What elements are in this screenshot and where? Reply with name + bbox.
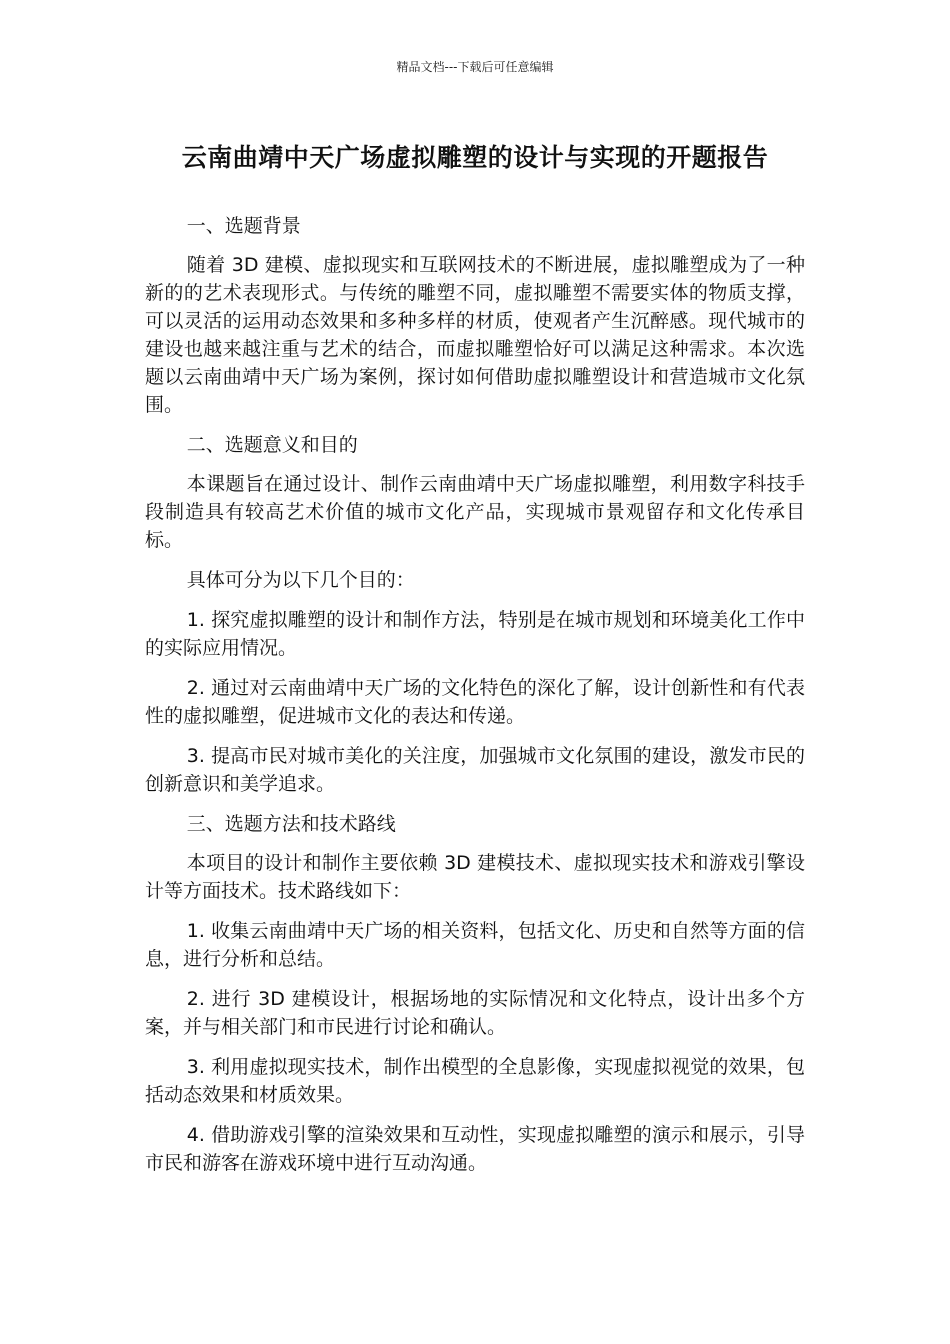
list-item: 3. 提高市民对城市美化的关注度，加强城市文化氛围的建设，激发市民的创新意识和美学追求。	[145, 745, 805, 795]
list-item: 2. 通过对云南曲靖中天广场的文化特色的深化了解，设计创新性和有代表性的虚拟雕塑，促进城市文化的表达和传递。	[145, 677, 805, 727]
paragraph: 本项目的设计和制作主要依赖 3D 建模技术、虚拟现实技术和游戏引擎设计等方面技术。技术路线如下：	[145, 852, 805, 902]
section-heading-background: 一、选题背景	[186, 215, 301, 237]
header-note: 精品文档---下载后可任意编辑	[396, 60, 554, 74]
paragraph: 本课题旨在通过设计、制作云南曲靖中天广场虚拟雕塑，利用数字科技手段制造具有较高艺术价值的城市文化产品，实现城市景观留存和文化传承目标。	[145, 473, 805, 551]
list-item: 1. 收集云南曲靖中天广场的相关资料，包括文化、历史和自然等方面的信息，进行分析和总结。	[145, 920, 805, 970]
list-item: 3. 利用虚拟现实技术，制作出模型的全息影像，实现虚拟视觉的效果，包括动态效果和材质效果。	[145, 1056, 805, 1106]
list-item: 2. 进行 3D 建模设计，根据场地的实际情况和文化特点，设计出多个方案，并与相关部门和市民进行讨论和确认。	[145, 988, 805, 1038]
list-item: 4. 借助游戏引擎的渲染效果和互动性，实现虚拟雕塑的演示和展示，引导市民和游客在游戏环境中进行互动沟通。	[145, 1124, 805, 1174]
section-heading-methods: 三、选题方法和技术路线	[186, 813, 396, 835]
section-heading-significance: 二、选题意义和目的	[186, 434, 358, 456]
paragraph: 具体可分为以下几个目的：	[186, 569, 415, 591]
list-item: 1. 探究虚拟雕塑的设计和制作方法，特别是在城市规划和环境美化工作中的实际应用情况。	[145, 609, 805, 659]
document-body	[145, 212, 805, 1189]
document-title: 云南曲靖中天广场虚拟雕塑的设计与实现的开题报告	[181, 143, 769, 172]
paragraph: 随着 3D 建模、虚拟现实和互联网技术的不断进展，虚拟雕塑成为了一种新的的艺术表现形式。与传统的雕塑不同，虚拟雕塑不需要实体的物质支撑，可以灵活的运用动态效果和多种多样的材质，使观者产生沉醉感。现代城市的建设也越来越注重与艺术的结合，而虚拟雕塑恰好可以满足这种需求。本次选题以云南曲靖中天广场为案例，探讨如何借助虚拟雕塑设计和营造城市文化氛围。	[145, 254, 805, 416]
